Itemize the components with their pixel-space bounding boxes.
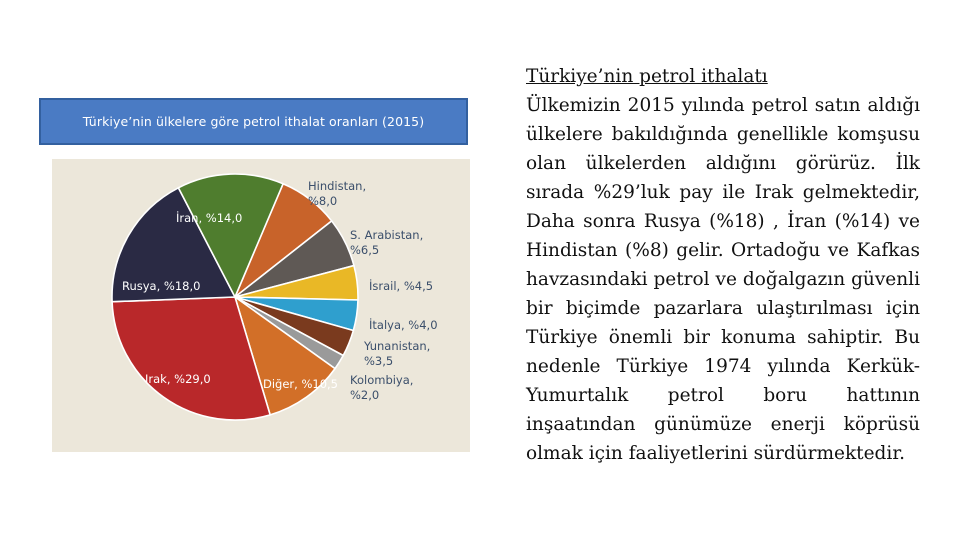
slice-label-rusya: Rusya, %18,0: [122, 279, 201, 293]
slice-label-israil: İsrail, %4,5: [369, 279, 434, 293]
slice-label-kolombiya: Kolombiya, %2,0: [350, 373, 414, 402]
text-body: Ülkemizin 2015 yılında petrol satın aldığı ülkelere bakıldığında genellikle komşusu olan ülkelerden aldığını görürüz. İlk sırada %29’luk pay ile Irak gelmektedir, Daha sonra Rusya (%18) , İran (%14) ve Hindistan (%8) gelir. Ortadoğu ve Kafkas havzasındaki petrol ve doğalgazın güvenli bir biçimde pazarlara ulaştırılması için Türkiye önemli bir konuma sahiptir. Bu nedenle Türkiye 1974 yılında Kerkük-Yumurtalık petrol boru hattının inşaatından günümüze enerji köprüsü olmak için faaliyetlerini sürdürmektedir.: [526, 95, 920, 464]
chart-title-box: [39, 98, 468, 145]
chart-title: Türkiye’nin ülkelere göre petrol ithalat oranları (2015): [82, 114, 425, 129]
slice-label-hindistan: Hindistan, %8,0: [308, 179, 367, 208]
slice-label-s-arabistan: S. Arabistan, %6,5: [350, 228, 424, 257]
slice-label-italya: İtalya, %4,0: [369, 318, 438, 332]
pie-chart-panel: [52, 159, 470, 452]
pie-chart: [52, 159, 470, 452]
slice-label-iran: İran, %14,0: [176, 211, 243, 225]
slice-label-diger: Diğer, %10,5: [263, 377, 338, 391]
text-heading: Türkiye’nin petrol ithalatı: [526, 66, 768, 87]
text-column: [526, 62, 920, 468]
slice-label-yunanistan: Yunanistan, %3,5: [364, 339, 431, 368]
slice-label-irak: Irak, %29,0: [145, 372, 211, 386]
